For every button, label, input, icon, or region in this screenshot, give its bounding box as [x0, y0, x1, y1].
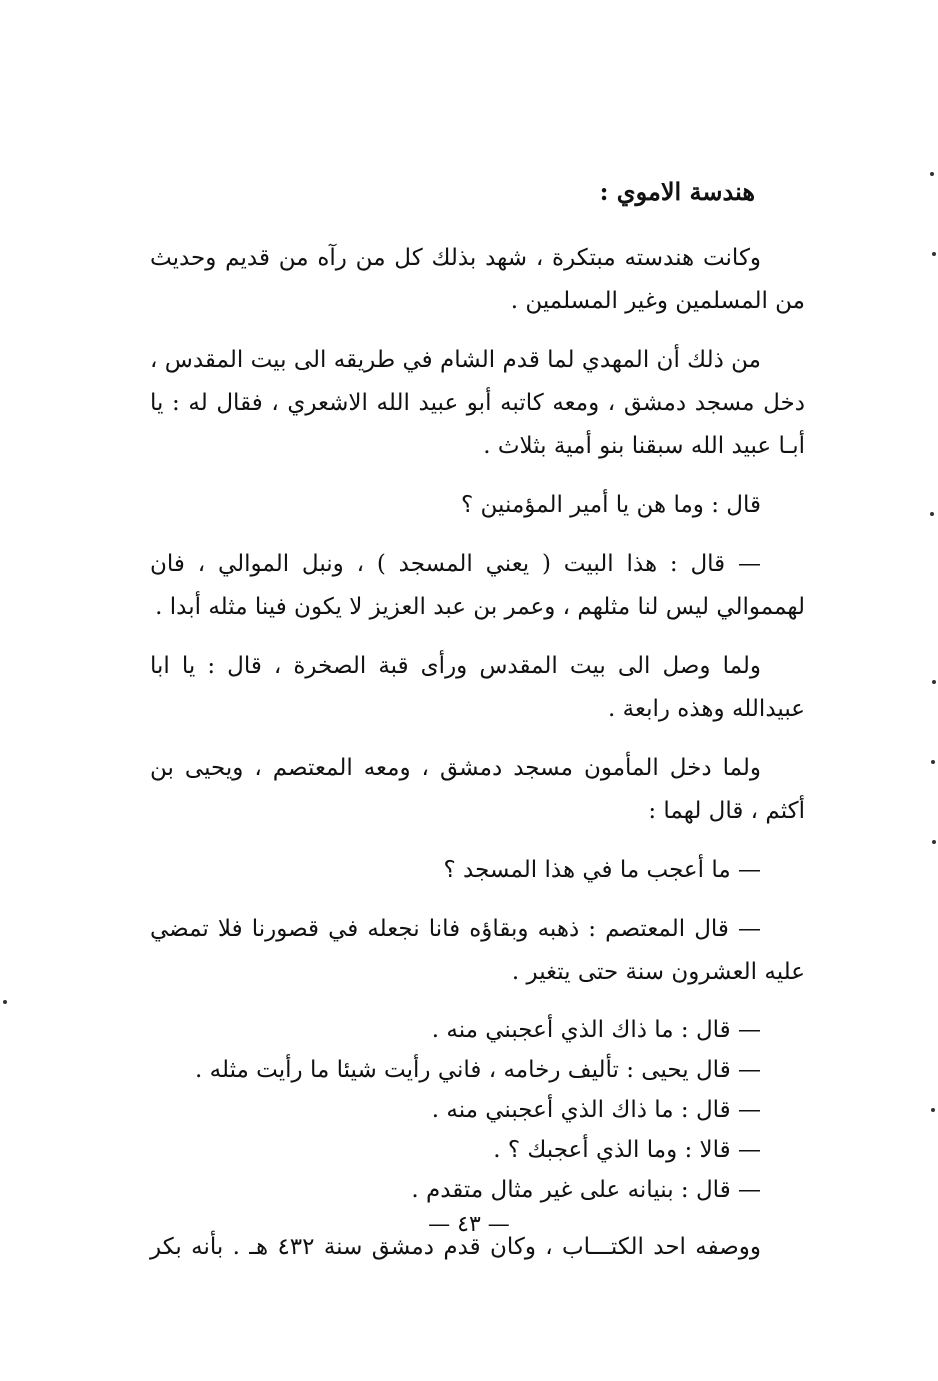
- margin-mark: [931, 1108, 935, 1112]
- dialogue-list: [150, 1010, 805, 1210]
- dialogue-line: — قال : ما ذاك الذي أعجبني منه .: [431, 1017, 761, 1043]
- page-number: — ٤٣ —: [428, 1212, 510, 1237]
- margin-mark: [932, 252, 936, 256]
- margin-mark: [930, 172, 934, 176]
- dialogue-line: — قال : ما ذاك الذي أعجبني منه .: [431, 1097, 761, 1123]
- margin-mark: [931, 760, 935, 764]
- section-heading: هندسة الاموي :: [599, 177, 755, 206]
- paragraph: — ما أعجب ما في هذا المسجد ؟: [443, 857, 761, 883]
- closing-line: ووصفه احد الكتـــاب ، وكان قدم دمشق سنة ٤٣٢ هـ . بأنه بكر: [150, 1234, 761, 1260]
- paragraph: ولما وصل الى بيت المقدس ورأى قبة الصخرة ، قال : يا ابا عبيدالله وهذه رابعة .: [150, 653, 805, 722]
- dialogue-line: — قالا : وما الذي أعجبك ؟ .: [493, 1137, 761, 1163]
- paragraph: قال : وما هن يا أمير المؤمنين ؟: [461, 492, 761, 518]
- dialogue-line: — قال يحيى : تأليف رخامه ، فاني رأيت شيئا ما رأيت مثله .: [195, 1057, 761, 1083]
- margin-mark: [3, 1000, 7, 1004]
- margin-mark: [930, 512, 934, 516]
- dialogue-line: — قال : بنيانه على غير مثال متقدم .: [411, 1177, 761, 1203]
- paragraph: — قال : هذا البيت ( يعني المسجد ) ، ونبل الموالي ، فان لهمموالي ليس لنا مثلهم ، وعمر بن عبد العزيز لا يكون فينا مثله أبدا .: [150, 551, 805, 620]
- paragraph: ولما دخل المأمون مسجد دمشق ، ومعه المعتصم ، ويحيى بن أكثم ، قال لهما :: [150, 755, 805, 824]
- paragraph: وكانت هندسته مبتكرة ، شهد بذلك كل من رآه من قديم وحديث من المسلمين وغير المسلمين .: [150, 245, 805, 314]
- paragraph: — قال المعتصم : ذهبه وبقاؤه فانا نجعله في قصورنا فلا تمضي عليه العشرون سنة حتى يتغير .: [150, 916, 805, 985]
- margin-mark: [932, 840, 936, 844]
- page-body: [150, 170, 805, 1285]
- margin-mark: [932, 680, 936, 684]
- paragraph: من ذلك أن المهدي لما قدم الشام في طريقه الى بيت المقدس ، دخل مسجد دمشق ، ومعه كاتبه أبو عبيد الله الاشعري ، فقال له : يا أبـا عبيد الله سبقنا بنو أمية بثلاث .: [150, 347, 805, 459]
